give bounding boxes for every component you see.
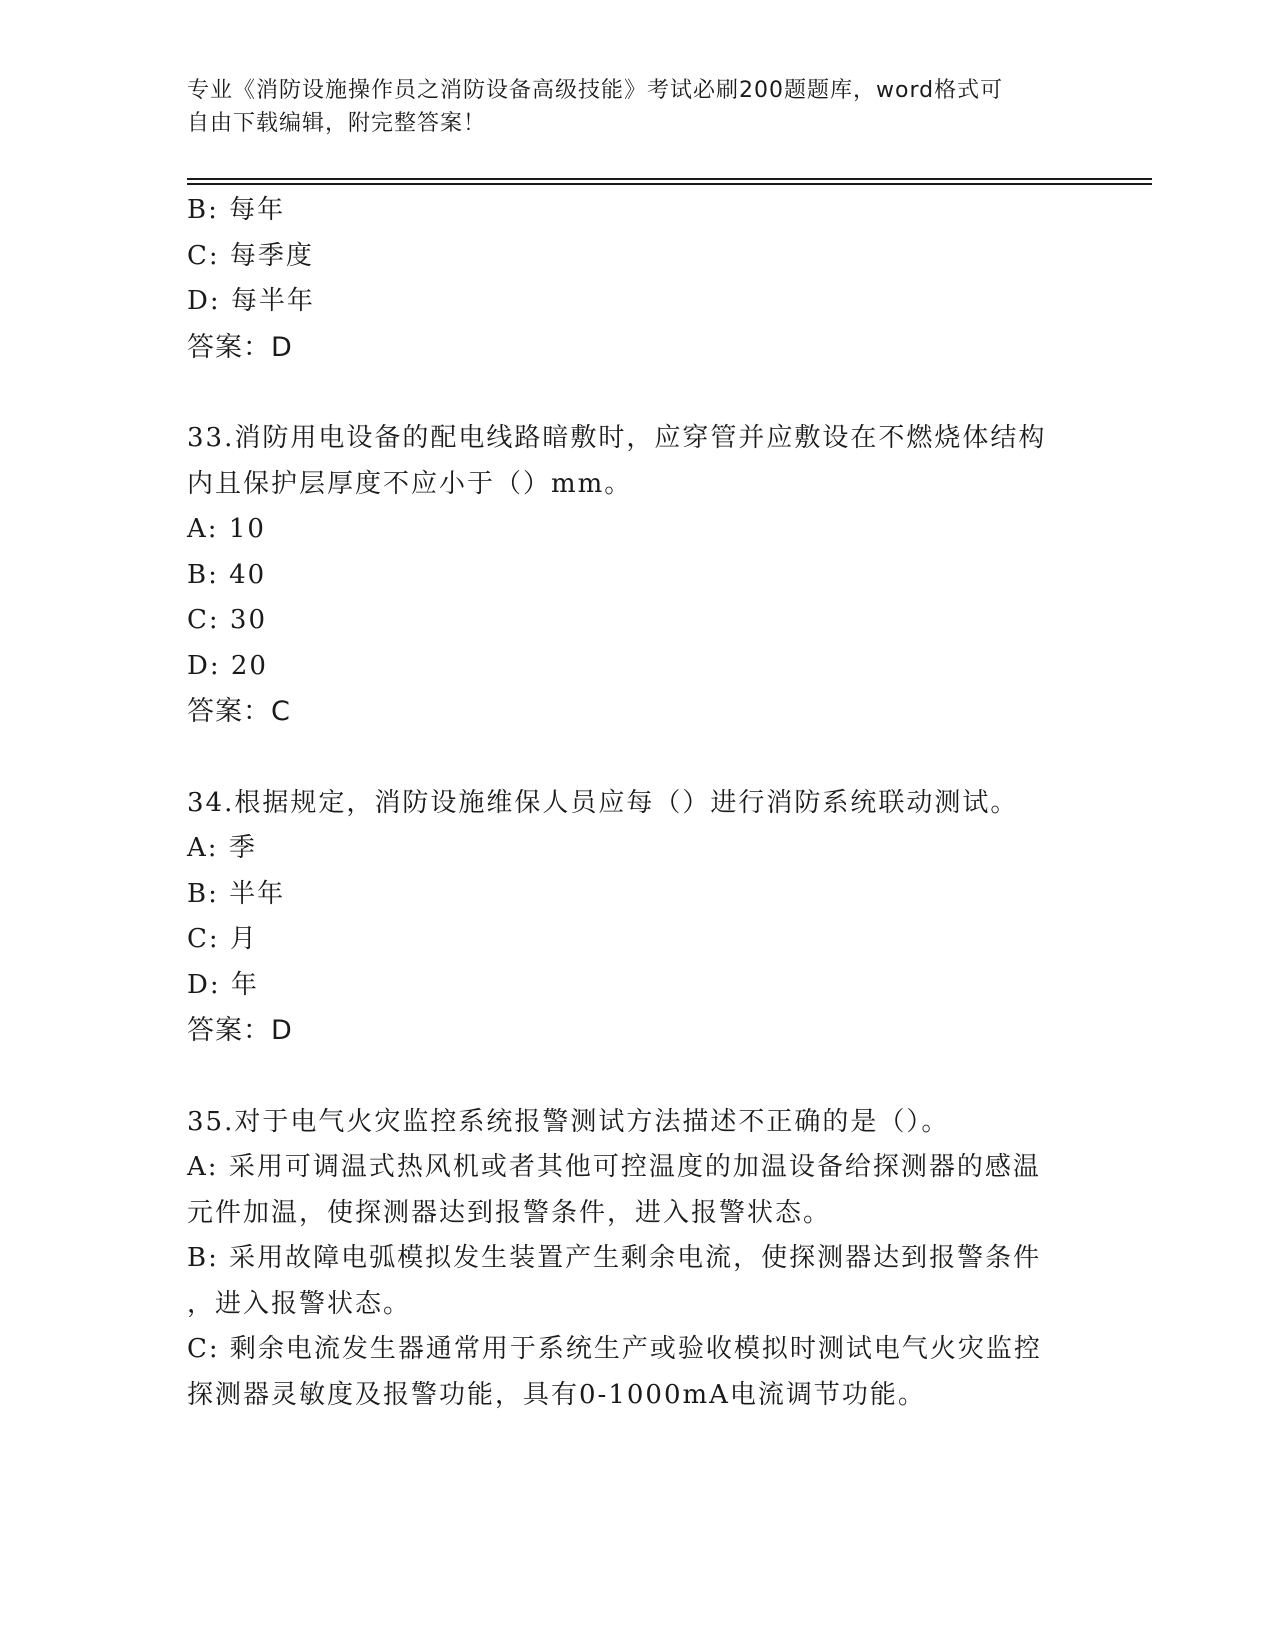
- header-line-2: 自由下载编辑，附完整答案！: [187, 111, 487, 136]
- answer-line: 答案：D: [187, 1015, 293, 1046]
- option-text: 采用故障电弧模拟发生装置产生剩余电流，使探测器达到报警条件: [229, 1243, 1042, 1273]
- option-b: [187, 872, 1087, 918]
- option-label: A:: [187, 514, 219, 544]
- option-b: [187, 1236, 1087, 1282]
- option-text: 每季度: [229, 240, 314, 271]
- header-rule-bottom: [187, 183, 1152, 185]
- option-label: C:: [187, 605, 220, 635]
- option-text: 年: [230, 969, 259, 1000]
- option-label: B:: [187, 878, 219, 909]
- option-b: [187, 188, 1087, 234]
- option-d: [187, 279, 1087, 325]
- option-text: 季: [228, 833, 257, 863]
- option-c: [187, 917, 1087, 963]
- option-label: C:: [187, 1334, 220, 1364]
- question-33-line-1: 33.消防用电设备的配电线路暗敷时，应穿管并应敷设在不燃烧体结构: [187, 423, 1047, 453]
- option-label: B:: [187, 1243, 219, 1273]
- option-text: 半年: [229, 878, 286, 909]
- option-text: 月: [229, 924, 258, 954]
- option-label: B:: [187, 195, 219, 225]
- option-text: 40: [229, 559, 267, 590]
- option-label: A:: [187, 1152, 219, 1182]
- option-b: [187, 553, 1087, 599]
- option-text: 每年: [229, 195, 286, 225]
- option-a: [187, 1145, 1087, 1191]
- answer-line: 答案：D: [187, 331, 293, 363]
- option-d: [187, 644, 1087, 690]
- option-a: [187, 826, 1087, 872]
- option-c: [187, 1327, 1087, 1373]
- option-text: 10: [228, 514, 266, 544]
- option-b-continued: ，进入报警状态。: [187, 1288, 412, 1319]
- question-34-line-1: 34.根据规定，消防设施维保人员应每（）进行消防系统联动测试。: [187, 787, 1019, 818]
- question-33-line-2: 内且保护层厚度不应小于（）mm。: [187, 468, 633, 499]
- option-c: [187, 234, 1087, 280]
- option-text: 20: [230, 650, 268, 681]
- page-header: [187, 74, 1067, 140]
- option-label: D:: [187, 969, 221, 1000]
- header-line-1: 专业《消防设施操作员之消防设备高级技能》考试必刷200题题库，word格式可: [187, 78, 1004, 103]
- option-a: [187, 507, 1087, 553]
- option-a-continued: 元件加温，使探测器达到报警条件，进入报警状态。: [187, 1197, 832, 1228]
- option-text: 采用可调温式热风机或者其他可控温度的加温设备给探测器的感温: [228, 1152, 1041, 1182]
- question-35-line-1: 35.对于电气火灾监控系统报警测试方法描述不正确的是（）。: [187, 1106, 950, 1137]
- option-d: [187, 963, 1087, 1009]
- header-rule-top: [187, 178, 1152, 180]
- option-label: C:: [187, 924, 220, 954]
- question-content: [187, 188, 1087, 1418]
- option-c: [187, 598, 1087, 644]
- option-text: 每半年: [230, 286, 315, 316]
- option-label: C:: [187, 240, 220, 271]
- option-label: D:: [187, 650, 221, 681]
- option-label: A:: [187, 833, 219, 863]
- option-c-continued: 探测器灵敏度及报警功能，具有0-1000mA电流调节功能。: [187, 1379, 926, 1410]
- option-label: D:: [187, 286, 221, 316]
- option-text: 30: [229, 605, 268, 635]
- answer-line: 答案：C: [187, 696, 291, 727]
- option-label: B:: [187, 559, 219, 590]
- option-text: 剩余电流发生器通常用于系统生产或验收模拟时测试电气火灾监控: [229, 1334, 1042, 1364]
